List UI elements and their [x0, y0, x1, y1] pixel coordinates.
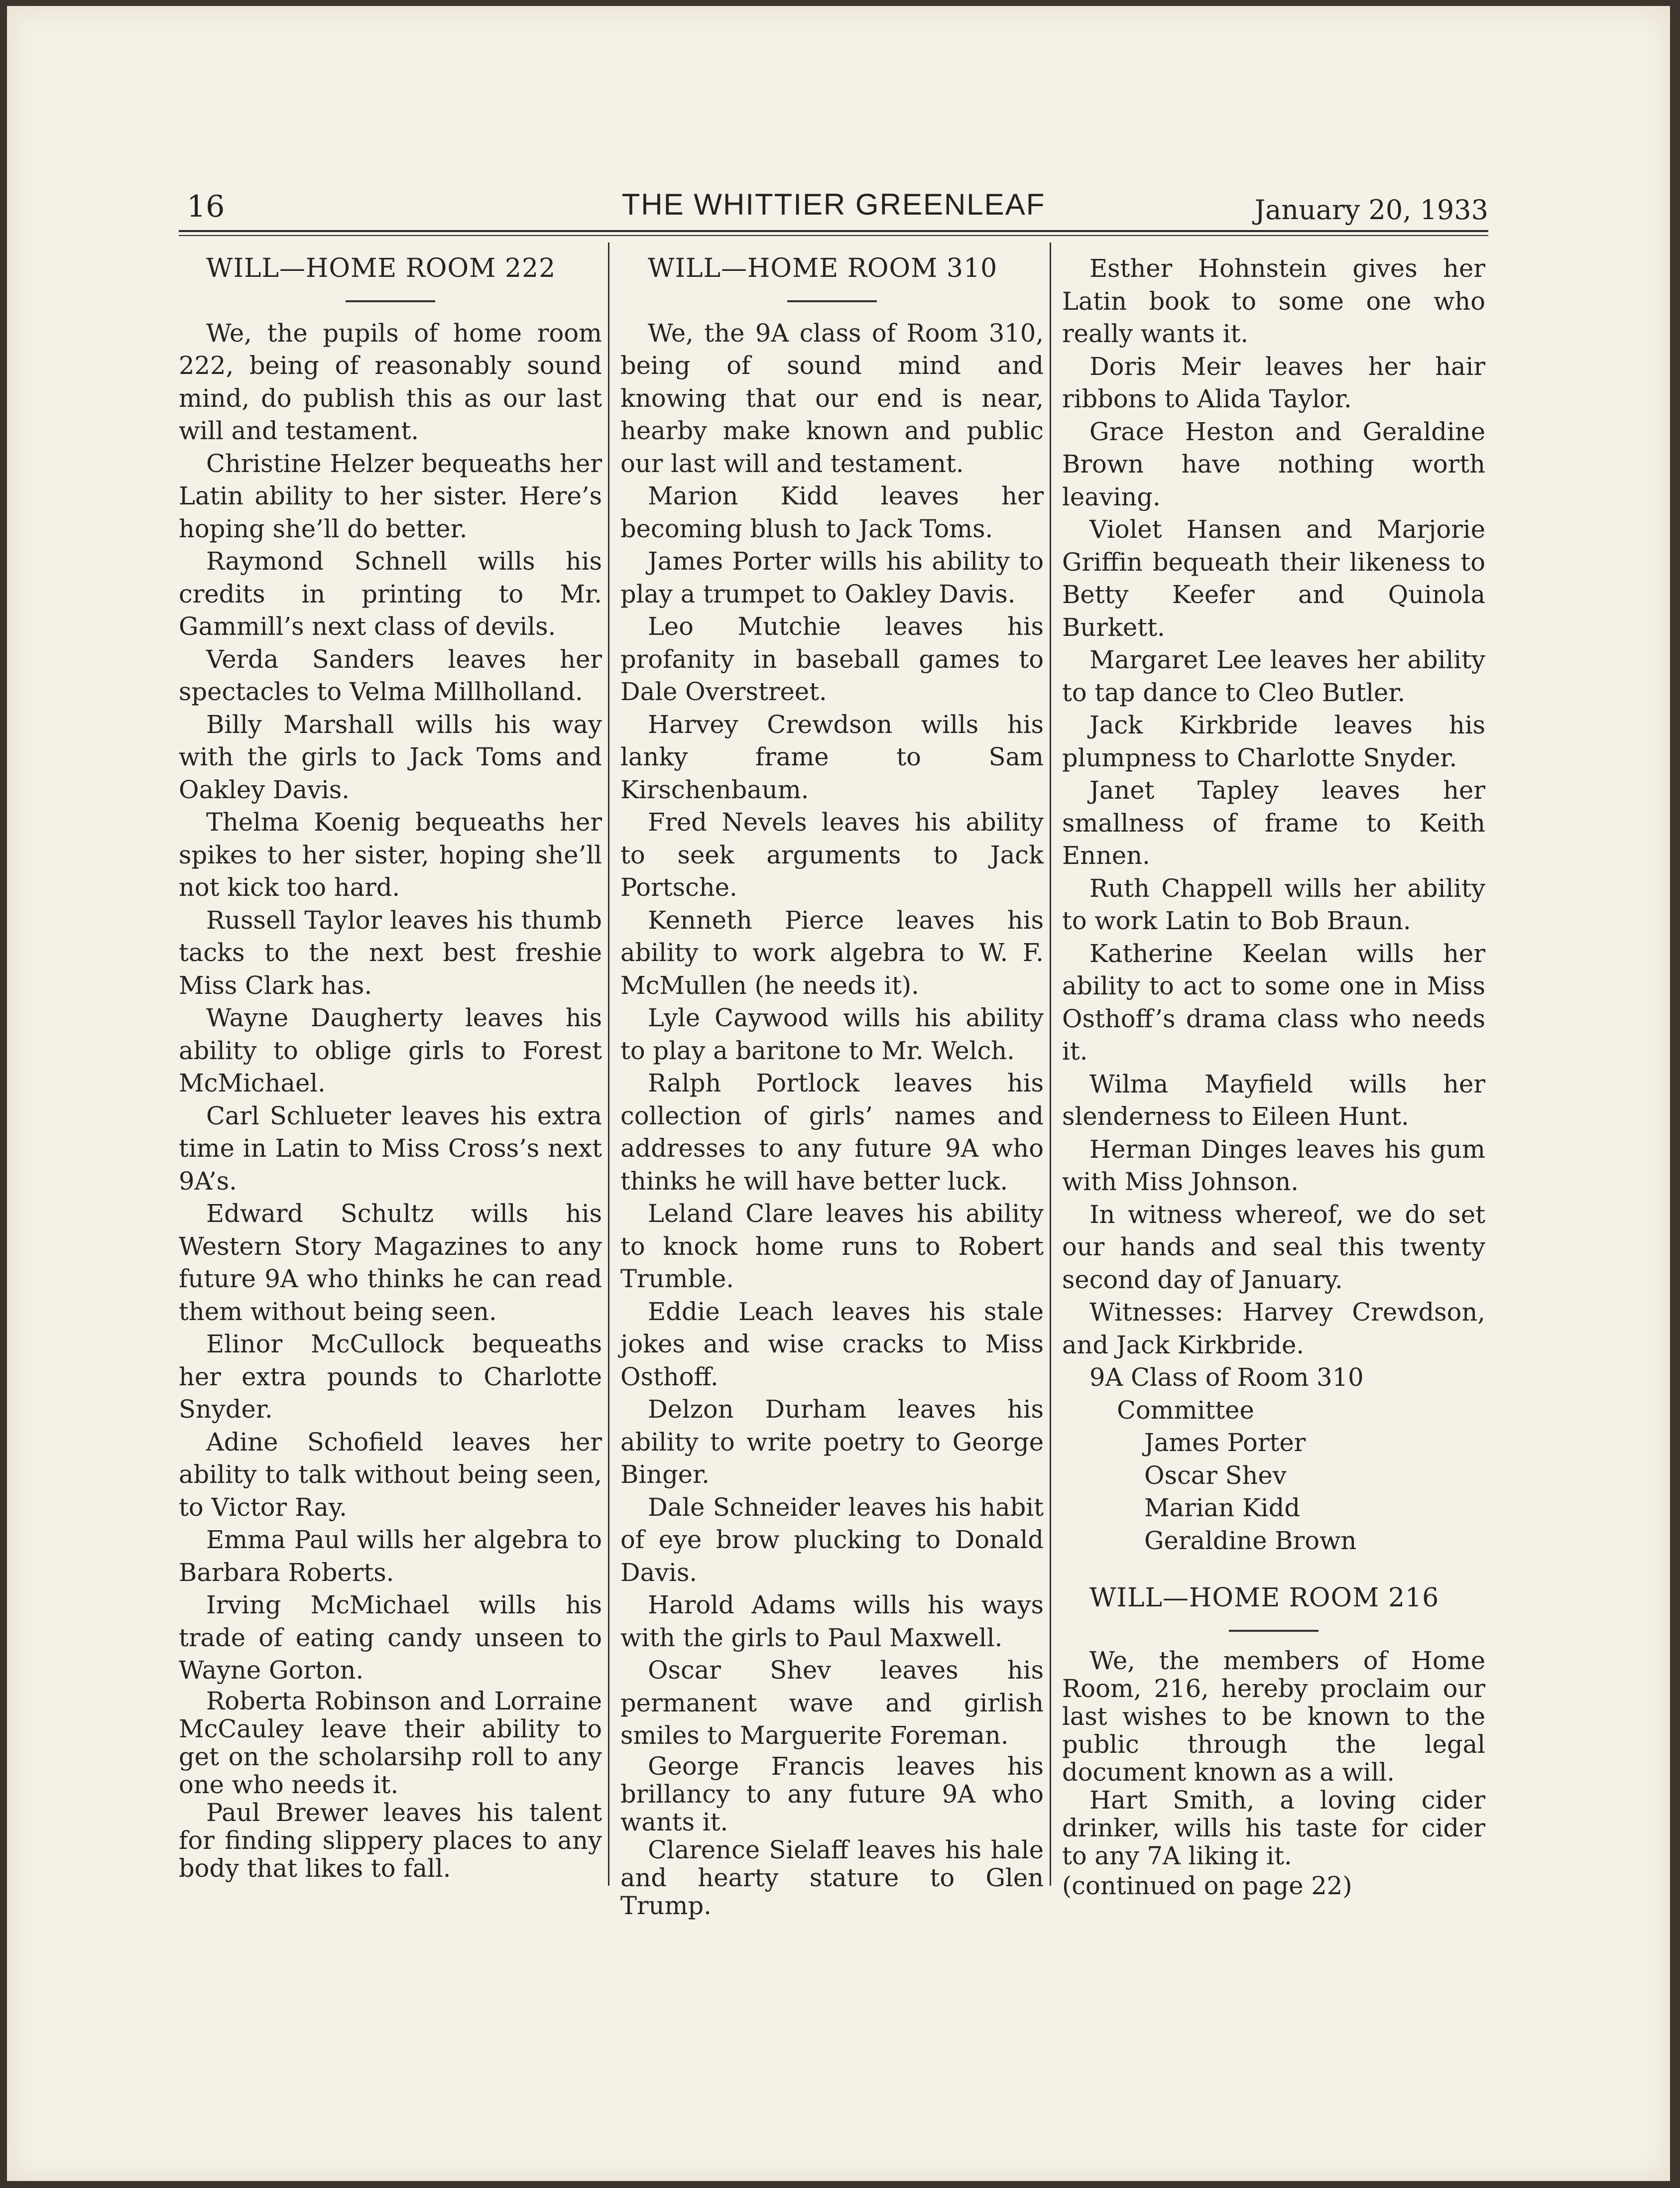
article-paragraph: Verda Sanders leaves her spectacles to Velma Millholland.	[179, 644, 602, 706]
article-paragraph: Carl Schlueter leaves his extra time in Latin to Miss Cross’s next 9A’s.	[179, 1101, 602, 1196]
article-paragraph: Doris Meir leaves her hair ribbons to Alida Taylor.	[1062, 352, 1485, 413]
article-paragraph: Raymond Schnell wills his credits in printing to Mr. Gammill’s next class of devils.	[179, 547, 602, 641]
article-paragraph: Christine Helzer bequeaths her Latin ability to her sister. Here’s hoping she’ll do better.	[179, 449, 602, 543]
article-heading: WILL—HOME ROOM 216	[1089, 1583, 1440, 1613]
article-paragraph: Paul Brewer leaves his talent for finding slippery places to any body that likes to fall.	[179, 1798, 602, 1883]
article-paragraph: Delzon Durham leaves his ability to write poetry to George Binger.	[620, 1395, 1044, 1489]
signature-member: Oscar Shev	[1144, 1460, 1287, 1490]
article-paragraph: Wilma Mayfield wills her slenderness to Eileen Hunt.	[1062, 1069, 1485, 1131]
signature-member: Geraldine Brown	[1144, 1526, 1357, 1555]
column-divider	[1050, 243, 1051, 1886]
article-paragraph: Wayne Daugherty leaves his ability to oblige girls to Forest McMichael.	[179, 1003, 602, 1097]
article-paragraph: Edward Schultz wills his Western Story Magazines to any future 9A who thinks he can read them without being seen.	[179, 1199, 602, 1326]
heading-rule	[1229, 1630, 1319, 1632]
article-paragraph: Oscar Shev leaves his permanent wave and girlish smiles to Marguerite Foreman.	[620, 1656, 1044, 1750]
article-paragraph: Eddie Leach leaves his stale jokes and wise cracks to Miss Osthoff.	[620, 1297, 1044, 1391]
article-heading: WILL—HOME ROOM 310	[648, 253, 998, 283]
page-header	[179, 185, 1488, 232]
column-home-room-222	[179, 252, 602, 1882]
article-paragraph: George Francis leaves his brillancy to any future 9A who wants it.	[620, 1751, 1044, 1836]
article-paragraph: We, the members of Home Room, 216, hereby proclaim our last wishes to be known to the public through the legal document known as a will.	[1062, 1646, 1485, 1787]
article-paragraph: Dale Schneider leaves his habit of eye brow plucking to Donald Davis.	[620, 1492, 1044, 1587]
article-paragraph: Jack Kirkbride leaves his plumpness to Charlotte Snyder.	[1062, 711, 1485, 772]
article-paragraph: Lyle Caywood wills his ability to play a baritone to Mr. Welch.	[620, 1003, 1044, 1065]
newspaper-title: THE WHITTIER GREENLEAF	[621, 188, 1046, 221]
article-paragraph: Marion Kidd leaves her becoming blush to Jack Toms.	[620, 482, 1044, 543]
continued-note: (continued on page 22)	[1062, 1871, 1352, 1900]
article-paragraph: Witnesses: Harvey Crewdson, and Jack Kirkbride.	[1062, 1298, 1485, 1359]
newspaper-page	[7, 6, 1670, 2181]
article-paragraph: Margaret Lee leaves her ability to tap dance to Cleo Butler.	[1062, 645, 1485, 707]
signature-member: James Porter	[1144, 1428, 1306, 1457]
signature-member: Marian Kidd	[1144, 1493, 1301, 1522]
article-paragraph: Grace Heston and Geraldine Brown have nothing worth leaving.	[1062, 417, 1485, 511]
article-paragraph: Kenneth Pierce leaves his ability to work algebra to W. F. McMullen (he needs it).	[620, 905, 1044, 1000]
article-paragraph: Clarence Sielaff leaves his hale and hearty stature to Glen Trump.	[620, 1835, 1044, 1920]
article-paragraph: Adine Schofield leaves her ability to talk without being seen, to Victor Ray.	[179, 1427, 602, 1522]
article-paragraph: Esther Hohnstein gives her Latin book to some one who really wants it.	[1062, 254, 1485, 348]
article-paragraph: Roberta Robinson and Lorraine McCauley leave their ability to get on the scholarsihp roll to any one who needs it.	[179, 1686, 602, 1799]
article-paragraph: Leo Mutchie leaves his profanity in baseball games to Dale Overstreet.	[620, 612, 1044, 706]
article-paragraph: Billy Marshall wills his way with the girls to Jack Toms and Oakley Davis.	[179, 710, 602, 804]
article-paragraph: We, the pupils of home room 222, being of reasonably sound mind, do publish this as our last will and testament.	[179, 318, 602, 445]
article-paragraph: In witness whereof, we do set our hands and seal this twenty second day of January.	[1062, 1200, 1485, 1294]
article-paragraph: Emma Paul wills her algebra to Barbara Roberts.	[179, 1525, 602, 1587]
article-paragraph: Hart Smith, a loving cider drinker, wills his taste for cider to any 7A liking it.	[1062, 1785, 1485, 1870]
article-heading: WILL—HOME ROOM 222	[206, 253, 556, 283]
signature-class: 9A Class of Room 310	[1089, 1363, 1364, 1392]
article-paragraph: Violet Hansen and Marjorie Griffin bequeath their likeness to Betty Keefer and Quinola Burkett.	[1062, 515, 1485, 642]
column-divider	[608, 243, 609, 1886]
issue-date: January 20, 1933	[1254, 194, 1488, 226]
article-paragraph: Fred Nevels leaves his ability to seek arguments to Jack Portsche.	[620, 808, 1044, 902]
article-paragraph: Ralph Portlock leaves his collection of girls’ names and addresses to any future 9A who thinks he will have better luck.	[620, 1069, 1044, 1196]
article-paragraph: Janet Tapley leaves her smallness of frame to Keith Ennen.	[1062, 776, 1485, 870]
column-continued	[1062, 252, 1485, 1902]
article-paragraph: Harold Adams wills his ways with the girls to Paul Maxwell.	[620, 1590, 1044, 1652]
article-paragraph: Thelma Koenig bequeaths her spikes to her sister, hoping she’ll not kick too hard.	[179, 808, 602, 902]
article-paragraph: James Porter wills his ability to play a trumpet to Oakley Davis.	[620, 547, 1044, 608]
heading-rule	[346, 300, 435, 302]
article-paragraph: Leland Clare leaves his ability to knock home runs to Robert Trumble.	[620, 1199, 1044, 1293]
article-paragraph: Harvey Crewdson wills his lanky frame to Sam Kirschenbaum.	[620, 710, 1044, 804]
article-paragraph: Elinor McCullock bequeaths her extra pounds to Charlotte Snyder.	[179, 1330, 602, 1424]
page-number: 16	[187, 189, 225, 224]
article-paragraph: Russell Taylor leaves his thumb tacks to the next best freshie Miss Clark has.	[179, 905, 602, 1000]
article-paragraph: Herman Dinges leaves his gum with Miss Johnson.	[1062, 1134, 1485, 1196]
article-paragraph: Irving McMichael wills his trade of eating candy unseen to Wayne Gorton.	[179, 1590, 602, 1685]
article-paragraph: We, the 9A class of Room 310, being of sound mind and knowing that our end is near, hearby make known and public our last will and testament.	[620, 318, 1044, 478]
signature-committee: Committee	[1117, 1395, 1254, 1425]
article-paragraph: Katherine Keelan wills her ability to act to some one in Miss Osthoff’s drama class who needs it.	[1062, 939, 1485, 1066]
column-home-room-310	[620, 252, 1044, 1920]
heading-rule	[787, 300, 877, 302]
article-paragraph: Ruth Chappell wills her ability to work Latin to Bob Braun.	[1062, 873, 1485, 935]
